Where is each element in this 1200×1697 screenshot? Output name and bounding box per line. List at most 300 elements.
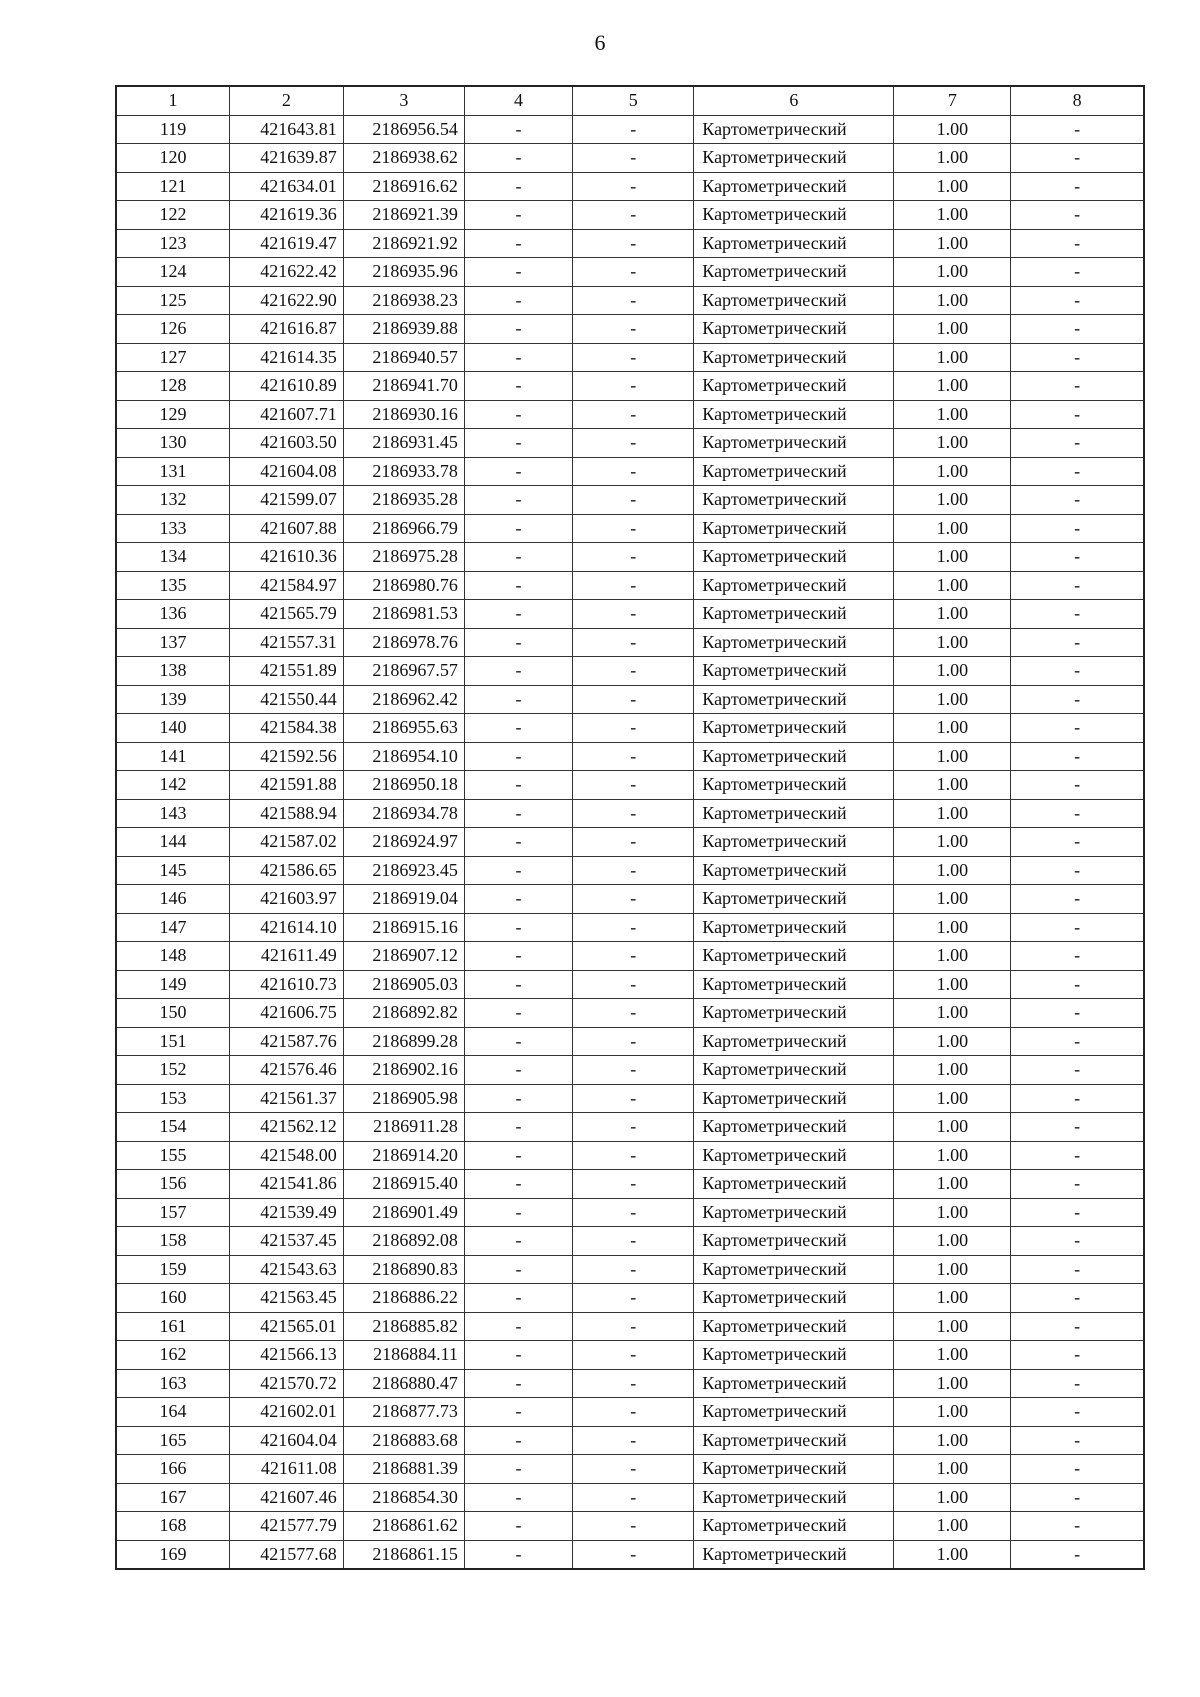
y-coordinate-cell: 2186921.92 xyxy=(343,229,464,258)
table-row xyxy=(116,685,1144,714)
y-coordinate-cell: 2186975.28 xyxy=(343,543,464,572)
table-row xyxy=(116,970,1144,999)
column-header: 3 xyxy=(343,86,464,115)
col8-cell: - xyxy=(1011,172,1144,201)
table-row xyxy=(116,1198,1144,1227)
y-coordinate-cell: 2186954.10 xyxy=(343,742,464,771)
x-coordinate-cell: 421588.94 xyxy=(230,799,344,828)
table-row xyxy=(116,1056,1144,1085)
col5-cell: - xyxy=(573,885,694,914)
point-number-cell: 147 xyxy=(116,913,230,942)
col4-cell: - xyxy=(464,771,572,800)
accuracy-cell: 1.00 xyxy=(894,543,1011,572)
x-coordinate-cell: 421587.02 xyxy=(230,828,344,857)
table-row xyxy=(116,714,1144,743)
y-coordinate-cell: 2186931.45 xyxy=(343,429,464,458)
accuracy-cell: 1.00 xyxy=(894,1255,1011,1284)
col5-cell: - xyxy=(573,1369,694,1398)
col4-cell: - xyxy=(464,1255,572,1284)
table-row xyxy=(116,343,1144,372)
accuracy-cell: 1.00 xyxy=(894,828,1011,857)
y-coordinate-cell: 2186935.28 xyxy=(343,486,464,515)
x-coordinate-cell: 421614.35 xyxy=(230,343,344,372)
col4-cell: - xyxy=(464,1227,572,1256)
x-coordinate-cell: 421619.47 xyxy=(230,229,344,258)
col4-cell: - xyxy=(464,172,572,201)
point-number-cell: 134 xyxy=(116,543,230,572)
col8-cell: - xyxy=(1011,201,1144,230)
col5-cell: - xyxy=(573,1512,694,1541)
point-number-cell: 140 xyxy=(116,714,230,743)
method-cell: Картометрический xyxy=(694,885,894,914)
col8-cell: - xyxy=(1011,286,1144,315)
x-coordinate-cell: 421584.38 xyxy=(230,714,344,743)
col4-cell: - xyxy=(464,1170,572,1199)
accuracy-cell: 1.00 xyxy=(894,913,1011,942)
point-number-cell: 139 xyxy=(116,685,230,714)
col5-cell: - xyxy=(573,1483,694,1512)
col8-cell: - xyxy=(1011,628,1144,657)
column-header: 1 xyxy=(116,86,230,115)
col5-cell: - xyxy=(573,942,694,971)
method-cell: Картометрический xyxy=(694,999,894,1028)
y-coordinate-cell: 2186967.57 xyxy=(343,657,464,686)
col5-cell: - xyxy=(573,1113,694,1142)
y-coordinate-cell: 2186980.76 xyxy=(343,571,464,600)
col8-cell: - xyxy=(1011,1141,1144,1170)
col8-cell: - xyxy=(1011,856,1144,885)
col4-cell: - xyxy=(464,1426,572,1455)
col8-cell: - xyxy=(1011,144,1144,173)
col5-cell: - xyxy=(573,1056,694,1085)
point-number-cell: 153 xyxy=(116,1084,230,1113)
point-number-cell: 164 xyxy=(116,1398,230,1427)
table-row xyxy=(116,942,1144,971)
point-number-cell: 157 xyxy=(116,1198,230,1227)
y-coordinate-cell: 2186940.57 xyxy=(343,343,464,372)
method-cell: Картометрический xyxy=(694,486,894,515)
table-row xyxy=(116,913,1144,942)
point-number-cell: 122 xyxy=(116,201,230,230)
point-number-cell: 121 xyxy=(116,172,230,201)
y-coordinate-cell: 2186892.82 xyxy=(343,999,464,1028)
col8-cell: - xyxy=(1011,799,1144,828)
col4-cell: - xyxy=(464,1369,572,1398)
y-coordinate-cell: 2186905.98 xyxy=(343,1084,464,1113)
coordinates-table xyxy=(115,85,1145,1570)
method-cell: Картометрический xyxy=(694,1398,894,1427)
col4-cell: - xyxy=(464,856,572,885)
x-coordinate-cell: 421577.79 xyxy=(230,1512,344,1541)
col4-cell: - xyxy=(464,543,572,572)
col8-cell: - xyxy=(1011,913,1144,942)
table-row xyxy=(116,885,1144,914)
col4-cell: - xyxy=(464,315,572,344)
accuracy-cell: 1.00 xyxy=(894,1141,1011,1170)
col8-cell: - xyxy=(1011,571,1144,600)
y-coordinate-cell: 2186901.49 xyxy=(343,1198,464,1227)
col8-cell: - xyxy=(1011,1455,1144,1484)
method-cell: Картометрический xyxy=(694,799,894,828)
col4-cell: - xyxy=(464,343,572,372)
method-cell: Картометрический xyxy=(694,429,894,458)
table-row xyxy=(116,1027,1144,1056)
point-number-cell: 128 xyxy=(116,372,230,401)
y-coordinate-cell: 2186938.23 xyxy=(343,286,464,315)
col5-cell: - xyxy=(573,1198,694,1227)
y-coordinate-cell: 2186930.16 xyxy=(343,400,464,429)
y-coordinate-cell: 2186939.88 xyxy=(343,315,464,344)
col8-cell: - xyxy=(1011,315,1144,344)
col5-cell: - xyxy=(573,258,694,287)
method-cell: Картометрический xyxy=(694,258,894,287)
method-cell: Картометрический xyxy=(694,1483,894,1512)
col8-cell: - xyxy=(1011,1227,1144,1256)
point-number-cell: 151 xyxy=(116,1027,230,1056)
method-cell: Картометрический xyxy=(694,828,894,857)
table-row xyxy=(116,1312,1144,1341)
table-row xyxy=(116,286,1144,315)
accuracy-cell: 1.00 xyxy=(894,229,1011,258)
method-cell: Картометрический xyxy=(694,286,894,315)
method-cell: Картометрический xyxy=(694,343,894,372)
point-number-cell: 133 xyxy=(116,514,230,543)
y-coordinate-cell: 2186941.70 xyxy=(343,372,464,401)
point-number-cell: 163 xyxy=(116,1369,230,1398)
table-row xyxy=(116,514,1144,543)
point-number-cell: 166 xyxy=(116,1455,230,1484)
point-number-cell: 148 xyxy=(116,942,230,971)
table-row xyxy=(116,1426,1144,1455)
table-row xyxy=(116,1369,1144,1398)
point-number-cell: 165 xyxy=(116,1426,230,1455)
accuracy-cell: 1.00 xyxy=(894,571,1011,600)
col5-cell: - xyxy=(573,144,694,173)
accuracy-cell: 1.00 xyxy=(894,172,1011,201)
point-number-cell: 145 xyxy=(116,856,230,885)
accuracy-cell: 1.00 xyxy=(894,1455,1011,1484)
y-coordinate-cell: 2186935.96 xyxy=(343,258,464,287)
x-coordinate-cell: 421634.01 xyxy=(230,172,344,201)
accuracy-cell: 1.00 xyxy=(894,885,1011,914)
accuracy-cell: 1.00 xyxy=(894,771,1011,800)
method-cell: Картометрический xyxy=(694,1113,894,1142)
col5-cell: - xyxy=(573,1312,694,1341)
method-cell: Картометрический xyxy=(694,229,894,258)
x-coordinate-cell: 421591.88 xyxy=(230,771,344,800)
col4-cell: - xyxy=(464,514,572,543)
point-number-cell: 132 xyxy=(116,486,230,515)
accuracy-cell: 1.00 xyxy=(894,685,1011,714)
point-number-cell: 161 xyxy=(116,1312,230,1341)
col5-cell: - xyxy=(573,913,694,942)
x-coordinate-cell: 421565.01 xyxy=(230,1312,344,1341)
method-cell: Картометрический xyxy=(694,657,894,686)
x-coordinate-cell: 421610.89 xyxy=(230,372,344,401)
col8-cell: - xyxy=(1011,1084,1144,1113)
point-number-cell: 144 xyxy=(116,828,230,857)
x-coordinate-cell: 421565.79 xyxy=(230,600,344,629)
col4-cell: - xyxy=(464,657,572,686)
point-number-cell: 125 xyxy=(116,286,230,315)
point-number-cell: 150 xyxy=(116,999,230,1028)
table-row xyxy=(116,657,1144,686)
col8-cell: - xyxy=(1011,457,1144,486)
col4-cell: - xyxy=(464,1198,572,1227)
method-cell: Картометрический xyxy=(694,600,894,629)
col4-cell: - xyxy=(464,1312,572,1341)
col5-cell: - xyxy=(573,429,694,458)
col8-cell: - xyxy=(1011,1512,1144,1541)
table-row xyxy=(116,1113,1144,1142)
point-number-cell: 124 xyxy=(116,258,230,287)
method-cell: Картометрический xyxy=(694,771,894,800)
col4-cell: - xyxy=(464,1084,572,1113)
y-coordinate-cell: 2186934.78 xyxy=(343,799,464,828)
col5-cell: - xyxy=(573,628,694,657)
col5-cell: - xyxy=(573,1540,694,1569)
point-number-cell: 169 xyxy=(116,1540,230,1569)
col4-cell: - xyxy=(464,942,572,971)
col5-cell: - xyxy=(573,201,694,230)
method-cell: Картометрический xyxy=(694,1540,894,1569)
col4-cell: - xyxy=(464,714,572,743)
point-number-cell: 127 xyxy=(116,343,230,372)
y-coordinate-cell: 2186886.22 xyxy=(343,1284,464,1313)
col4-cell: - xyxy=(464,229,572,258)
x-coordinate-cell: 421606.75 xyxy=(230,999,344,1028)
col5-cell: - xyxy=(573,1027,694,1056)
accuracy-cell: 1.00 xyxy=(894,286,1011,315)
x-coordinate-cell: 421551.89 xyxy=(230,657,344,686)
col8-cell: - xyxy=(1011,1483,1144,1512)
col4-cell: - xyxy=(464,913,572,942)
page-number: 6 xyxy=(594,30,606,55)
table-row xyxy=(116,742,1144,771)
col8-cell: - xyxy=(1011,685,1144,714)
y-coordinate-cell: 2186914.20 xyxy=(343,1141,464,1170)
table-row xyxy=(116,429,1144,458)
col5-cell: - xyxy=(573,543,694,572)
accuracy-cell: 1.00 xyxy=(894,1483,1011,1512)
col4-cell: - xyxy=(464,1398,572,1427)
method-cell: Картометрический xyxy=(694,1284,894,1313)
table-row xyxy=(116,600,1144,629)
method-cell: Картометрический xyxy=(694,115,894,144)
method-cell: Картометрический xyxy=(694,172,894,201)
point-number-cell: 149 xyxy=(116,970,230,999)
x-coordinate-cell: 421563.45 xyxy=(230,1284,344,1313)
y-coordinate-cell: 2186890.83 xyxy=(343,1255,464,1284)
point-number-cell: 136 xyxy=(116,600,230,629)
y-coordinate-cell: 2186915.16 xyxy=(343,913,464,942)
y-coordinate-cell: 2186978.76 xyxy=(343,628,464,657)
accuracy-cell: 1.00 xyxy=(894,714,1011,743)
table-row xyxy=(116,258,1144,287)
table-row xyxy=(116,229,1144,258)
col8-cell: - xyxy=(1011,1426,1144,1455)
x-coordinate-cell: 421576.46 xyxy=(230,1056,344,1085)
column-header: 5 xyxy=(573,86,694,115)
point-number-cell: 120 xyxy=(116,144,230,173)
accuracy-cell: 1.00 xyxy=(894,657,1011,686)
column-header: 4 xyxy=(464,86,572,115)
x-coordinate-cell: 421622.90 xyxy=(230,286,344,315)
x-coordinate-cell: 421577.68 xyxy=(230,1540,344,1569)
method-cell: Картометрический xyxy=(694,856,894,885)
col5-cell: - xyxy=(573,172,694,201)
col5-cell: - xyxy=(573,343,694,372)
col4-cell: - xyxy=(464,1056,572,1085)
table-row xyxy=(116,543,1144,572)
table-row xyxy=(116,999,1144,1028)
point-number-cell: 130 xyxy=(116,429,230,458)
table-row xyxy=(116,1141,1144,1170)
col4-cell: - xyxy=(464,1113,572,1142)
table-row xyxy=(116,1540,1144,1569)
y-coordinate-cell: 2186883.68 xyxy=(343,1426,464,1455)
x-coordinate-cell: 421599.07 xyxy=(230,486,344,515)
col5-cell: - xyxy=(573,1455,694,1484)
col5-cell: - xyxy=(573,685,694,714)
col5-cell: - xyxy=(573,400,694,429)
col8-cell: - xyxy=(1011,429,1144,458)
col8-cell: - xyxy=(1011,1284,1144,1313)
col5-cell: - xyxy=(573,657,694,686)
accuracy-cell: 1.00 xyxy=(894,1198,1011,1227)
col5-cell: - xyxy=(573,1398,694,1427)
x-coordinate-cell: 421586.65 xyxy=(230,856,344,885)
col5-cell: - xyxy=(573,742,694,771)
col4-cell: - xyxy=(464,799,572,828)
col5-cell: - xyxy=(573,828,694,857)
col8-cell: - xyxy=(1011,543,1144,572)
method-cell: Картометрический xyxy=(694,400,894,429)
accuracy-cell: 1.00 xyxy=(894,1426,1011,1455)
method-cell: Картометрический xyxy=(694,372,894,401)
x-coordinate-cell: 421604.08 xyxy=(230,457,344,486)
method-cell: Картометрический xyxy=(694,1312,894,1341)
accuracy-cell: 1.00 xyxy=(894,628,1011,657)
col5-cell: - xyxy=(573,514,694,543)
x-coordinate-cell: 421561.37 xyxy=(230,1084,344,1113)
col8-cell: - xyxy=(1011,1255,1144,1284)
x-coordinate-cell: 421614.10 xyxy=(230,913,344,942)
col8-cell: - xyxy=(1011,486,1144,515)
x-coordinate-cell: 421616.87 xyxy=(230,315,344,344)
col8-cell: - xyxy=(1011,942,1144,971)
col8-cell: - xyxy=(1011,115,1144,144)
col8-cell: - xyxy=(1011,1113,1144,1142)
x-coordinate-cell: 421607.46 xyxy=(230,1483,344,1512)
accuracy-cell: 1.00 xyxy=(894,258,1011,287)
col5-cell: - xyxy=(573,229,694,258)
point-number-cell: 155 xyxy=(116,1141,230,1170)
col4-cell: - xyxy=(464,828,572,857)
col5-cell: - xyxy=(573,486,694,515)
x-coordinate-cell: 421543.63 xyxy=(230,1255,344,1284)
y-coordinate-cell: 2186854.30 xyxy=(343,1483,464,1512)
y-coordinate-cell: 2186966.79 xyxy=(343,514,464,543)
col4-cell: - xyxy=(464,1455,572,1484)
table-row xyxy=(116,315,1144,344)
x-coordinate-cell: 421619.36 xyxy=(230,201,344,230)
col4-cell: - xyxy=(464,1141,572,1170)
col5-cell: - xyxy=(573,372,694,401)
x-coordinate-cell: 421587.76 xyxy=(230,1027,344,1056)
x-coordinate-cell: 421604.04 xyxy=(230,1426,344,1455)
table-row xyxy=(116,771,1144,800)
col8-cell: - xyxy=(1011,400,1144,429)
table-header-row xyxy=(116,86,1144,115)
method-cell: Картометрический xyxy=(694,1198,894,1227)
col5-cell: - xyxy=(573,457,694,486)
point-number-cell: 168 xyxy=(116,1512,230,1541)
accuracy-cell: 1.00 xyxy=(894,799,1011,828)
method-cell: Картометрический xyxy=(694,942,894,971)
x-coordinate-cell: 421602.01 xyxy=(230,1398,344,1427)
col5-cell: - xyxy=(573,115,694,144)
col5-cell: - xyxy=(573,1426,694,1455)
x-coordinate-cell: 421548.00 xyxy=(230,1141,344,1170)
method-cell: Картометрический xyxy=(694,201,894,230)
accuracy-cell: 1.00 xyxy=(894,1056,1011,1085)
col8-cell: - xyxy=(1011,1027,1144,1056)
column-header: 2 xyxy=(230,86,344,115)
accuracy-cell: 1.00 xyxy=(894,1170,1011,1199)
col8-cell: - xyxy=(1011,1341,1144,1370)
col5-cell: - xyxy=(573,799,694,828)
point-number-cell: 154 xyxy=(116,1113,230,1142)
x-coordinate-cell: 421603.97 xyxy=(230,885,344,914)
method-cell: Картометрический xyxy=(694,685,894,714)
y-coordinate-cell: 2186938.62 xyxy=(343,144,464,173)
col4-cell: - xyxy=(464,1512,572,1541)
point-number-cell: 123 xyxy=(116,229,230,258)
method-cell: Картометрический xyxy=(694,1056,894,1085)
col5-cell: - xyxy=(573,999,694,1028)
col4-cell: - xyxy=(464,1483,572,1512)
x-coordinate-cell: 421622.42 xyxy=(230,258,344,287)
point-number-cell: 159 xyxy=(116,1255,230,1284)
y-coordinate-cell: 2186911.28 xyxy=(343,1113,464,1142)
y-coordinate-cell: 2186861.62 xyxy=(343,1512,464,1541)
col5-cell: - xyxy=(573,315,694,344)
col8-cell: - xyxy=(1011,771,1144,800)
point-number-cell: 160 xyxy=(116,1284,230,1313)
x-coordinate-cell: 421610.36 xyxy=(230,543,344,572)
method-cell: Картометрический xyxy=(694,315,894,344)
table-row xyxy=(116,1084,1144,1113)
table-row xyxy=(116,172,1144,201)
table-row xyxy=(116,486,1144,515)
accuracy-cell: 1.00 xyxy=(894,1341,1011,1370)
col5-cell: - xyxy=(573,714,694,743)
accuracy-cell: 1.00 xyxy=(894,514,1011,543)
x-coordinate-cell: 421643.81 xyxy=(230,115,344,144)
y-coordinate-cell: 2186955.63 xyxy=(343,714,464,743)
accuracy-cell: 1.00 xyxy=(894,600,1011,629)
table-row xyxy=(116,799,1144,828)
y-coordinate-cell: 2186881.39 xyxy=(343,1455,464,1484)
accuracy-cell: 1.00 xyxy=(894,1369,1011,1398)
y-coordinate-cell: 2186884.11 xyxy=(343,1341,464,1370)
method-cell: Картометрический xyxy=(694,543,894,572)
col4-cell: - xyxy=(464,1284,572,1313)
col8-cell: - xyxy=(1011,343,1144,372)
accuracy-cell: 1.00 xyxy=(894,1084,1011,1113)
col5-cell: - xyxy=(573,1170,694,1199)
